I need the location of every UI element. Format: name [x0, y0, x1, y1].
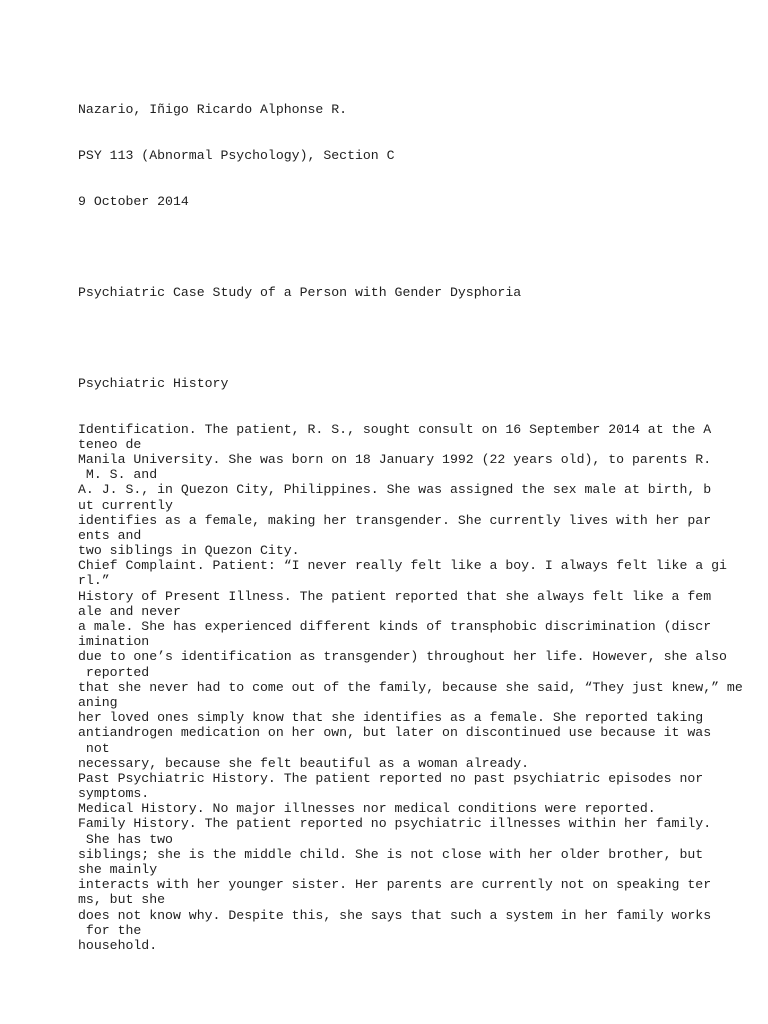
spacer — [78, 330, 738, 345]
body-line: ut currently — [78, 497, 173, 513]
body-line: antiandrogen medication on her own, but later on discontinued use because it was — [78, 725, 712, 741]
body-line: ms, but she — [78, 892, 166, 908]
body-line: Manila University. She was born on 18 January 1992 (22 years old), to parents R. — [78, 451, 712, 467]
body-line: rl.” — [78, 573, 110, 589]
section-heading: Psychiatric History — [78, 375, 229, 391]
course-section: PSY 113 (Abnormal Psychology), Section C — [78, 148, 395, 163]
body-line: Chief Complaint. Patient: “I never really felt like a boy. I always felt like a gi — [78, 558, 727, 574]
body-line: History of Present Illness. The patient reported that she always felt like a fem — [78, 588, 712, 604]
body-line: household. — [78, 937, 158, 953]
body-line: aning — [78, 694, 118, 710]
body-line: Identification. The patient, R. S., sought consult on 16 September 2014 at the A — [78, 421, 712, 437]
body-line: teneo de — [78, 436, 142, 452]
body-line: a male. She has experienced different kinds of transphobic discrimination (discr — [78, 619, 712, 634]
spacer — [78, 239, 738, 254]
body-line: necessary, because she felt beautiful as a woman already. — [78, 755, 530, 771]
body-line: imination — [78, 634, 150, 650]
body-line: Past Psychiatric History. The patient reported no past psychiatric episodes nor — [78, 770, 704, 786]
document-title: Psychiatric Case Study of a Person with Gender Dysphoria — [78, 284, 522, 300]
body-line: symptoms. — [78, 786, 150, 802]
author-name: Nazario, Iñigo Ricardo Alphonse R. — [78, 102, 348, 118]
body-line: due to one’s identification as transgender) throughout her life. However, she also — [78, 649, 727, 665]
body-line: two siblings in Quezon City. — [78, 543, 300, 559]
body-line: for the — [78, 922, 142, 938]
document-page — [78, 72, 743, 968]
body-line: Medical History. No major illnesses nor medical conditions were reported. — [78, 801, 656, 817]
body-line: does not know why. Despite this, she says that such a system in her family works — [78, 907, 712, 923]
body-line: siblings; she is the middle child. She is not close with her older brother, but — [78, 846, 704, 862]
document-date: 9 October 2014 — [78, 193, 189, 209]
body-line: she mainly — [78, 862, 158, 877]
body-line: interacts with her younger sister. Her parents are currently not on speaking ter — [78, 877, 712, 893]
body-line: reported — [78, 664, 150, 680]
body-line: M. S. and — [78, 467, 158, 483]
body-line: Family History. The patient reported no psychiatric illnesses within her family. — [78, 816, 712, 832]
body-line: ale and never — [78, 603, 181, 619]
body-line: identifies as a female, making her transgender. She currently lives with her par — [78, 512, 712, 528]
body-text — [78, 421, 743, 954]
body-line: not — [78, 740, 110, 756]
body-line: her loved ones simply know that she identifies as a female. She reported taking — [78, 710, 704, 726]
body-line: A. J. S., in Quezon City, Philippines. She was assigned the sex male at birth, b — [78, 482, 712, 498]
body-line: She has two — [78, 831, 173, 847]
body-line: ents and — [78, 527, 142, 543]
body-line: that she never had to come out of the family, because she said, “They just knew,” me — [78, 679, 743, 695]
